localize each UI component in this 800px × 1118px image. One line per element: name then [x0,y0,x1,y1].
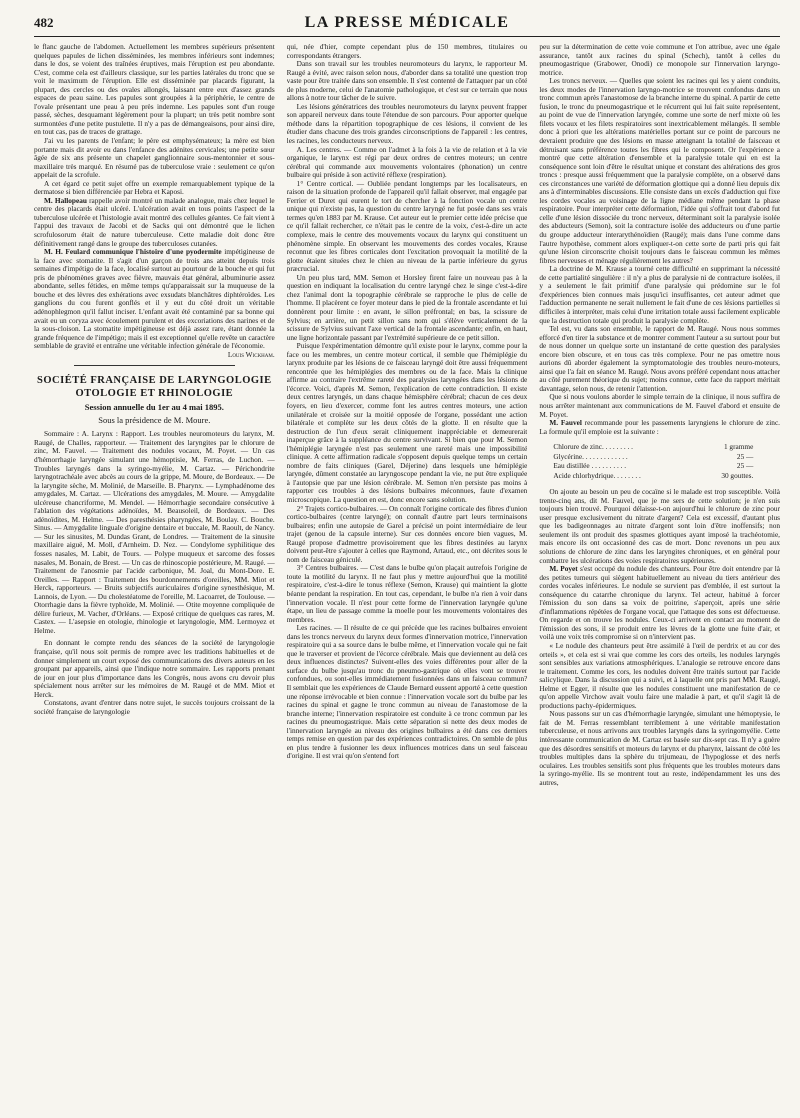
paragraph: Que si nous voulons aborder le simple terrain de la clinique, il nous suffira de nous arrêter maintenant aux communications de M. Fauvel d'abord et ensuite de M. Poyet. [539,392,780,419]
paragraph: peu sur la détermination de cette voie commune et l'on attribue, avec une égale assurance, tantôt aux racines du spinal (Schech), tantôt à celles du pneumogastrique (Grabower, Onodi) ce monopole sur l'innervation laryngo-motrice. [539,43,780,77]
formula-row [553,471,753,481]
paragraph: Un peu plus tard, MM. Semon et Horsley firent faire un nouveau pas à la question en indiquant la localisation du centre laryngé chez le singe c'est-à-dire chez l'animal dont la topographie cérébrale se rapproche le plus de celle de l'homme. Il placèrent ce foyer moteur dans le pied de la frontale ascendante et lui donnèrent pour limite : en avant, le sillon préfrontal; en bas, la scissure de Sylvius; en arrière, un petit sillon sans nom qui s'élève verticalement de la scissure de Sylvius suivant l'axe vertical de la frontale ascendante; enfin, en haut, une ligne horizontale passant par l'extrémité supérieure de ce petit sillon. [286,272,528,342]
journal-title: LA PRESSE MÉDICALE [304,14,510,31]
paragraph: Les troncs nerveux. — Quelles que soient les racines qui les y aient conduits, les deux modes de l'innervation laryngo-motrice se trouvent confondus dans un tronc commun après l'anastomose de la branche interne du spinal. A partir de cette fusion, le tronc du pneumogastrique et le récurrent qui lui fait suite représentent, au point de vue de l'innervation laryngée, comme une sorte de nerf mixte où les filets vocaux et les filets respiratoires sont inextricablement mélangés. Il semble donc à priori que les altérations matérielles portant sur ce point de parcours ne devraient produire que des lésions en masse atteignant la totalité de faisceau et détruisant sans préférence toutes les fibres qui le composent. Or l'expérience a montré que cette altération d'ensemble et la paralysie totale qui en est la conséquence sont loin d'être le résultat unique et constant des altérations des gros troncs : presque aussi fréquemment que la paralysie complète, on a observé dans ces circonstances une variété de déformation glottique qui a donné lieu depuis dix ans à d'interminables discussions. Elle consiste dans un excès d'adduction qui fixe les cordes vocales au voisinage de la ligne médiane même pendant la phase respiratoire. Pour interpréter cette déformation, l'idée qui s'offrait tout d'abord fut celle d'une lésion dissociée du tronc nerveux, déterminant soit la paralysie isolée des abducteurs (Semon), soit la contracture isolée des adducteurs ou d'une partie du groupe adducteur interarythénoïdien (Raugé); mais dans l'une comme dans l'autre hypothèse, comment alors expliquer-t-on cette sorte de parti pris qui fait qu'une lésion circonscrite choisit toujours dans le faisceau commun les mêmes fibres nerveuses et ménage régulièrement les autres? [539,76,780,265]
paragraph: qui, née d'hier, compte cependant plus de 150 membres, titulaires ou correspondants étrangers. [286,43,528,60]
paragraph-text: rappelle avoir montré un malade analogue, mais chez lequel le centre des placards était ulcéré. L'ulcération avait en tous points l'aspect de la tuberculose ulcérée et l'histologie avait montré des cellules géantes. Ce fait vient à l'appui des travaux de Jacobi et de Sacks qui ont démontré que le lichen scrofulosorum était de nature tuberculeuse. Cette maladie doit donc être définitivement rangé dans le groupe des tuberculoses cutanées. [34,195,275,248]
paragraph: Dans son travail sur les troubles neuromoteurs du larynx, le rapporteur M. Raugé a évité, avec raison selon nous, d'aborder dans sa totalité une question trop vaste pour être traitée dans son ensemble. Il s'est contenté de l'attaquer par un côté de plus moderne, celui de l'anatomie pathologique, et c'est sur ce terrain que nous allons à notre tour tâcher de le suivre. [286,59,528,103]
page-number: 482 [34,15,54,30]
ingredient-dose: 1 gramme [723,442,754,452]
column-2 [287,43,528,1118]
paragraph: Les racines. — Il résulte de ce qui précède que les racines bulbaires envoient dans les troncs nerveux du larynx deux formes d'innervation motrice, l'innervation respiratoire qui a sa source dans le bulbe même, et l'innervation vocale qui ne fait que le traverser et provient de l'écorce cérébrale. Mais que deviennent au delà ces deux influences distinctes? Suivent-elles des voies différentes pour aller de la surface du bulbe jusqu'au tronc du pneumo-gastrique où elles vont se trouver confondues, ou sont-elles immédiatement fusionnées dans un faisceau commun? Il semblait que les expériences de Claude Bernard eussent apporté à cette question une réponse irrévocable et bien connue : l'innervation vocale sort du bulbe par les racines du spinal et gagne le tronc commun au niveau de l'anastomose de la branche interne; l'innervation respiratoire est conduite à ce tronc commun par les racines du pneumogastrique. Mais cette séparation si nette des deux modes de l'innervation laryngée au niveau des origines bulbaires a été dans ces derniers temps remise en question par des expériences contradictoires. On semble de plus en plus tendre à fusionner les deux influences motrices dans un seul faisceau d'origine. Il est vrai qu'on s'entend fort [286,623,528,761]
paragraph-text: recommande pour les passements laryngiens le chlorure de zinc. La formule qu'il emploie est la suivante : [539,418,780,436]
ingredient-name: Glycérine. . . . . . . . . . . . . [553,451,628,461]
ingredient-name: Acide chlorhydrique. . . . . . . . [553,470,641,480]
formula-table [553,442,780,480]
paragraph [34,248,275,351]
divider [74,365,235,366]
paragraph [539,419,780,436]
paragraph [34,197,275,248]
paragraph: Les lésions génératrices des troubles neuromoteurs du larynx peuvent frapper son appareil nerveux dans toute l'étendue de son parcours. Pour apporter quelque méthode dans la répartition topographique de ces lésions, il convient de les étudier dans chacune des trois grandes circonscriptions de l'appareil : les centres, les racines, les conducteurs nerveux. [286,101,528,146]
summary-paragraph: Sommaire : A. Larynx : Rapport. Les troubles neuromoteurs du larynx, M. Raugé, de Challes, rapporteur. — Traitement des laryngites par le chlorure de zinc, M. Fauvel. — Traitement des nodules vocaux, M. Poyet. — Un cas d'hémorrhagie laryngée simulant une hémoptisie, M. Ferras, de Luchon. — Troubles laryngés dans la syringo-myélie, M. Cartaz. — Périchondrite laryngotrachéale avec abcès au cours de la grippe, M. Moure, de Bordeaux. — De la laryngite sèche, M. Molinié, de Marseille. B. Pharynx. — Lymphadénome des amygdales, M. Cartaz. — Ulcérations des amygdales, M. Moure. — Amygdalite ulcéreuse chancriforme, M. Mendel. — Hémorrhagie secondaire consécutive à l'ablation des végétations adénoïdes, M. Beausoleil, de Bordeaux. — Des adénoïdites, M. Helme. — Des paresthésies pharyngées, M. Boulay. C. Bouche. Sinus. — Amygdalite linguale d'origine dentaire et buccale, M. Raoult, de Nancy. — Sur les sinusites, M. Dundas Grant, de Londres. — Traitement de la sinusite maxillaire aiguë, M. Moll, d'Arnheim. D. Nez. — Condylome syphilitique des fosses nasales, M. Labit, de Tours. — Polype muqueux et sarcome des fosses nasales, M. Bonain, de Brest. — Un cas de rhinoscopie postérieure, M. Raugé. — Traitement de l'anosmie par l'acide carbonique, M. Joal, du Mont-Dore. E. Oreilles. — Rapport : Traitement des bourdonnements d'oreilles, MM. Miot et Herck, rapporteurs. — Bruits subjectifs auriculaires d'origine synesthésique, M. Lannois, de Lyon. — Du cholestéatome de l'oreille, M. Lacoarret, de Toulouse. — Otorrhagie dans la fièvre typhoïde, M. Molinié. — Otite moyenne compliquée de délire furieux, M. Vacher, d'Orléans. — Exposé critique de quelques cas rares, M. Castex. — L'asepsie en otologie, rhinologie et laryngologie, MM. Lermoyez et Helme. [34,429,275,635]
speaker-name: M. Fauvel [549,418,582,428]
paragraph: En donnant le compte rendu des séances de la société de laryngologie française, qu'il nous soit permis de rompre avec les traditions habituelles et de donner simplement un court exposé des communications des divers auteurs en les groupant par appareils, ainsi que l'indique notre sommaire. Les rapports prenant de jour en jour plus d'importance dans les Congrès, nous avons cru devoir plus spécialement nous arrêter sur les mémoires de M. Raugé et de MM. Miot et Herck. [34,638,275,699]
column-1 [34,43,275,1118]
paragraph: Constatons, avant d'entrer dans notre sujet, le succès toujours croissant de la société française de laryngologie [34,698,275,716]
section-title: SOCIÉTÉ FRANÇAISE DE LARYNGOLOGIE [37,375,272,387]
paragraph: A. Les centres. — Comme on l'admet à la fois à la vie de relation et à la vie organique, le larynx est régi par deux ordres de centres moteurs; un centre cérébral qui commande aux mouvements volontaires (phonation) un centre bulbaire qui préside à son activité réflexe (respiration). [286,144,528,180]
formula-row [553,442,753,452]
text-columns [34,43,780,1118]
ingredient-name: Chlorure de zinc. . . . . . . . . [553,442,633,452]
session-dates: Session annuelle du 1er au 4 mai 1895. [84,402,224,413]
speaker-name: M. Hallopeau [44,195,87,205]
paragraph: 2° Trajets cortico-bulbaires. — On connaît l'origine corticale des fibres d'union cortico-bulbaires (centre laryngé); on connaît d'autre part leurs terminaisons bulbaires; enfin une autopsie de Garel a précisé un point intermédiaire de leur trajet (genou de la capsule interne). Sur ces données encore bien vagues, M. Raugé propose d'admettre provisoirement que les fibres destinées au larynx doivent peut-être s'ajouter à celles que Raymond, Artaud, etc., ont décrites sous le nom de faisceau géniculé. [286,503,528,564]
paragraph: Nous passons sur un cas d'hémorrhagie laryngée, simulant une hémoptysie, le fait de M. Ferras ressemblant terriblement à une véritable manifestation tuberculeuse, et nous arrivons aux troubles laryngés dans la syringomyélie. Cette intéressante communication de M. Cartaz est basée sur dix-sept cas. Il n'y a guère que des désordres sensitifs et moteurs du larynx et du pharynx, laissant de côté les troubles multiples dans la sphère du trijumeau, de l'hypoglosse et des nerfs oculaires. Les troubles sensitifs sont plus fréquents que les troubles moteurs dans la syringo-myélie. Ils se montrent tout au reste, indépendamment les uns des autres, [539,709,780,787]
paragraph: On ajoute au besoin un peu de cocaïne si le malade est trop susceptible. Voilà trente-cinq ans, dit M. Fauvel, que je me sers de cette solution; je n'en suis toujours bien trouvé. Pourquoi délaisse-t-on aujourd'hui le chlorure de zinc pour user presque exclusivement du nitrate d'argent? Cela est excessif, d'autant plus que les badigeonnages au nitrate d'argent sont loin d'être inoffensifs; non seulement ils ont produit des spasmes glottiques ayant imposé la trachéotomie, mais encore ils ont occasionné des cas de mort. Donc revenons un peu aux solutions de chlorure de zinc dans les laryngites chroniques, et en général pour combattre les ulcérations des voies respiratoires supérieures. [539,487,780,565]
speaker-name: M. Poyet [549,564,578,574]
column-3 [539,43,780,1118]
speaker-name: M. H. Feulard [44,247,91,257]
paragraph: J'ai vu les parents de l'enfant; le père est emphysémateux; la mère est bien portante mais dit avoir eu dans l'enfance des adénites cervicales; une petite sœur âgée de six ans présente un chapelet ganglionnaire sous-mentonnier et sous-maxillaire très marqué. En résumé pas de tuberculose vraie : seulement ce qu'on appelait de la scrofule. [34,136,275,180]
section-subtitle: OTOLOGIE ET RHINOLOGIE [75,388,234,400]
paragraph: 3° Centres bulbaires. — C'est dans le bulbe qu'on plaçait autrefois l'origine de toute la motilité du larynx. Il ne faut plus y mettre aujourd'hui que la motilité respiratoire, c'est-à-dire le tonus réflexe (Semon, Krause) qui maintient la glotte béante pendant la respiration. En tout cas, cependant, le bulbe n'a rien à voir dans l'innervation vocale. Il n'est pour cette forme de l'innervation laryngée qu'une étape, un lieu de passage comme la moelle pour les mouvements volontaires des membres. [286,563,528,624]
ingredient-dose: 25 — [736,461,754,471]
formula-row [553,461,753,471]
emphasis-text: communique l'histoire d'une pyodermite [90,247,222,257]
presidency-line: Sous la présidence de M. Moure. [98,414,211,425]
paragraph [539,565,780,642]
paragraph: Puisque l'expérimentation démontre qu'il existe pour le larynx, comme pour la face ou les membres, un centre moteur cortical, il semble que l'hémiplégie du larynx produite par les lésions de ce faisceau laryngé doit être aussi fréquemment rencontrée que les hémiplégies des membres ou de la face. Mais la clinique affirme au contraire l'extrême rareté des paralysies laryngées dans les lésions de l'écorce. Voici, d'après M. Semon, l'explication de cette contradiction. Il existe deux centres laryngés, un dans chaque hémisphère cérébral; chacun de ces deux foyers, en lieu d'exercer, comme font les autres centres moteurs, une action unilatérale et croisée sur la moitié opposée de l'organe, possédant une action bilatérale et complète sur les deux côtés de la glotte. Il en résulte que la destruction de l'un d'eux serait cliniquement inappréciable et demeurerait inaperçue grâce à la suppléance du centre survivant. Si bien que pour M. Semon l'hémiplégie laryngée n'est pas seulement une rareté mais une impossibilité clinique. A cette affirmation radicale s'opposent depuis quelque temps un certain nombre de faits cliniques (Garel, Déjerine) dans lesquels une hémiplégie laryngée, dûment constatée au laryngoscope pendant la vie, ne put être expliquée à l'autopsie que par une lésion cérébrale. M. Semon n'en persiste pas moins à rapporter ces troubles à des lésions bulbaires méconnues, faute d'examen microscopique. La question en est, donc encore sans solution. [286,341,528,504]
paragraph: 1° Centre cortical. — Oubliée pendant longtemps par les localisateurs, en raison de la situation profonde de l'appareil qu'il fallait observer, mal engagée par Ferrier et Duret qui eurent le tort de chercher à la fonction vocale un centre unique qui n'existe pas, la question du centre laryngé ne fut posée dans ses vrais termes qu'en 1883 par M. Krause. Cet auteur eut le premier cette idée précise que ce qu'il fallait rechercher, ce n'était pas le centre de la voix, c'est-à-dire un acte complexe, mais le centre des mouvements vocaux du larynx qui constituent un phénomène simple. En observant les mouvements des cordes vocales, Krause reconnut que les fibres corticales dont l'excitation provoquait la motilité de la glotte étaient situées chez le chien au niveau de la partie inférieure du gyrus præcrucial. [286,178,528,274]
paragraph-text: impétigineuse de la face avec stomatite. Il s'agit d'un garçon de trois ans atteint depuis trois semaines d'impétigo de la face, localisé surtout au pourtour de la bouche et qui fut pris de phénomènes graves avec fièvre, mauvais état général, albuminurie assez abondante, selles fétides, en même temps qu'apparaissait sur la muqueuse de la bouche et des lèvres des exhérations avec exsudats blanchâtres diphtéroïdes. Les ganglions du cou furent gonflés et il y eut du côté droit un véritable adénophlegmon qu'il fallut inciser. L'enfant avait été contaminé par sa bonne qui avait eu un coryza avec écoulement purulent et des excoriations des narines et de la sous-cloison. La stomatite impétigineuse est déjà assez rare, étant donnée la grande fréquence de l'impétigo; mais il est exceptionnel qu'elle revête un caractère semblable de gravité et entraîne une véritable infection générale de l'économie. [34,247,275,351]
formula-row [553,452,753,462]
ingredient-dose: 25 — [736,451,754,461]
paragraph-text: s'est occupé du nodule des chanteurs. Pour être doit entendre par là des petites tumeurs qui siègent habituellement au niveau du tiers antérieur des cordes vocales inférieures. Le nodule se survient pas d'emblée, il est surtout la conséquence du catarrhe chronique du larynx. Tel acteur, habitué à forcer l'émission du son dans sa voix de poitrine, s'aperçoit, après une série d'inflammations répétées de l'organe vocal, que l'attaque des sons est défectueuse. On regarde et on trouve les nodules. Ceux-ci arrivent en contact au moment de l'émission des sons, il se produit entre les lèvres de la glotte une fuite d'air, et voilà une voix très compromise si on n'intervient pas. [539,564,780,642]
paragraph: Tel est, vu dans son ensemble, le rapport de M. Raugé. Nous nous sommes efforcé d'en tirer la substance et de montrer comment l'auteur a su surtout pour but de nous donner un quelque sorte un instantané de cette question des paralysies encore bien obscure, et en tous cas très complexe. Pour ne pas omettre nous aurions dû aborder également la symptomatologie des troubles neuro-moteurs, ainsi que l'a fait en séance M. Raugé. Nous avons préféré cependant nous attacher au côté purement théorique du sujet; moins connue, cette face du rapport méritait davantage, selon nous, de retenir l'attention. [539,324,780,393]
paragraph: A cet égard ce petit sujet offre un exemple remarquablement typique de la dermatose si bien différenciée par Hebra et Kaposi. [34,178,275,197]
ingredient-dose: 30 gouttes. [721,470,754,480]
page-header [34,14,780,37]
paragraph: le flanc gauche de l'abdomen. Actuellement les membres supérieurs présentent quelques papules de lichen disséminées, les membres inférieurs sont indemnes; dans le dos, se voient des traînées éruptives, mais l'éruption est peu abondante. C'est, comme cela est d'ailleurs classique, sur les parties latérales du tronc que se voit le maximum de l'éruption. Elle est disséminée par placards figurant, la plupart, des cercles ou des ovales allongés, laissant entre eux d'assez grands espaces de peau saine. Les papules sont groupées à la périphérie, le centre de l'ovale présentant une peau à peu près indemne. Les papules sont d'un rouge passé, sèches, desquamant légèrement pour la plupart; un très petit nombre sont surmontées d'une petite pustulette. Il n'y a pas de démangeaisons, pour ainsi dire, en tout cas, pas de traces de grattage. [34,43,275,137]
paragraph: La doctrine de M. Krause a tourné cette difficulté en supprimant la nécessité de cette partialité singulière : il n'y a plus de paralysie ni de contracture isolées, il y a seulement le fait primitif d'une paralysie qui prédomine sur le fol d'expériences bien connues mais jusqu'ici insuffisantes, cet auteur admet que l'adduction permanente ne serait nullement le fait d'une de ces lésions partielles si difficiles à interpréter, mais celui d'une irritation totale aussi facilement explicable que la destruction totale qui produit la paralysie complète. [539,264,780,325]
ingredient-name: Eau distillée . . . . . . . . . . [553,461,627,471]
author-signature: Louis Wickham. [227,349,275,359]
paragraph: « Le nodule des chanteurs peut être assimilé à l'œil de perdrix et au cor des orteils », et cela est si vrai que comme les cors des orteils, les nodules laryngés sont sensibles aux variations atmosphériques. L'analogie se retrouve encore dans le traitement. Comme les cors, les nodules doivent être traités surtout par l'acide salicylique. Dans la discussion qui a suivi, et à laquelle ont pris part MM. Raugé, Helme et Egger, il résulte que les nodules constituent une manifestation de ce qu'on appelle Virchow avait voulu faire une maladie à part, et qu'il s'agit là de productions pachy-épidermiques. [539,641,780,710]
